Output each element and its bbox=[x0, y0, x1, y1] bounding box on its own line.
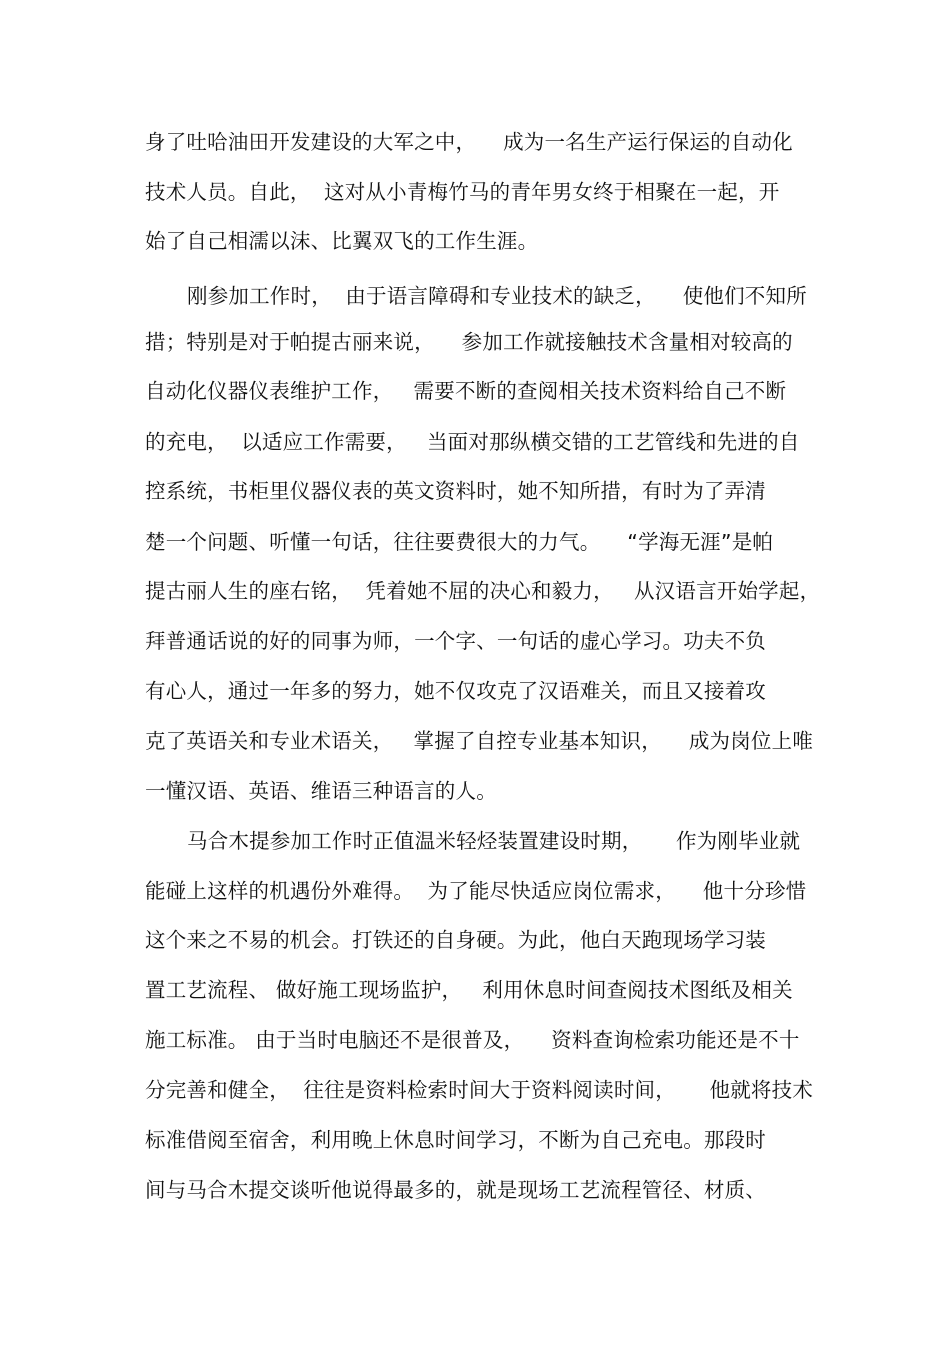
text-line: 始了自己相濡以沫、比翼双飞的工作生涯。 bbox=[145, 229, 539, 253]
text-line: 措；特别是对于帕提古丽来说， 参加工作就接触技术含量相对较高的 bbox=[145, 330, 793, 354]
paragraph-start-line: 马合木提参加工作时正值温米轻烃装置建设时期， 作为刚毕业就 bbox=[187, 829, 801, 853]
text-line: 置工艺流程、 做好施工现场监护， 利用休息时间查阅技术图纸及相关 bbox=[145, 978, 793, 1002]
text-line: 拜普通话说的好的同事为师，一个字、一句话的虚心学习。功夫不负 bbox=[145, 629, 766, 653]
text-line: 楚一个问题、听懂一句话，往往要费很大的力气。 “学海无涯”是帕 bbox=[145, 530, 774, 554]
text-line: 施工标准。 由于当时电脑还不是很普及， 资料查询检索功能还是不十 bbox=[145, 1028, 800, 1052]
text-line: 这个来之不易的机会。打铁还的自身硬。为此，他白天跑现场学习装 bbox=[145, 928, 766, 952]
text-line: 间与马合木提交谈听他说得最多的，就是现场工艺流程管径、材质、 bbox=[145, 1178, 766, 1202]
text-line: 分完善和健全， 往往是资料检索时间大于资料阅读时间， 他就将技术 bbox=[145, 1078, 814, 1102]
paragraph-start-line: 刚参加工作时， 由于语言障碍和专业技术的缺乏， 使他们不知所 bbox=[187, 284, 807, 308]
text-line: 一懂汉语、英语、维语三种语言的人。 bbox=[145, 779, 497, 803]
text-line: 克了英语关和专业术语关， 掌握了自控专业基本知识， 成为岗位上唯 bbox=[145, 729, 814, 753]
text-line: 能碰上这样的机遇份外难得。 为了能尽快适应岗位需求， 他十分珍惜 bbox=[145, 879, 807, 903]
text-line: 标准借阅至宿舍，利用晚上休息时间学习，不断为自己充电。那段时 bbox=[145, 1128, 766, 1152]
text-line: 技术人员。自此， 这对从小青梅竹马的青年男女终于相聚在一起，开 bbox=[145, 180, 780, 204]
text-line: 控系统，书柜里仪器仪表的英文资料时，她不知所措，有时为了弄清 bbox=[145, 479, 766, 503]
text-line: 身了吐哈油田开发建设的大军之中， 成为一名生产运行保运的自动化 bbox=[145, 130, 793, 154]
text-line: 的充电， 以适应工作需要， 当面对那纵横交错的工艺管线和先进的自 bbox=[145, 430, 800, 454]
text-line: 有心人，通过一年多的努力，她不仅攻克了汉语难关，而且又接着攻 bbox=[145, 679, 766, 703]
text-line: 自动化仪器仪表维护工作， 需要不断的查阅相关技术资料给自己不断 bbox=[145, 379, 787, 403]
text-line: 提古丽人生的座右铭， 凭着她不屈的决心和毅力， 从汉语言开始学起， bbox=[145, 579, 821, 603]
